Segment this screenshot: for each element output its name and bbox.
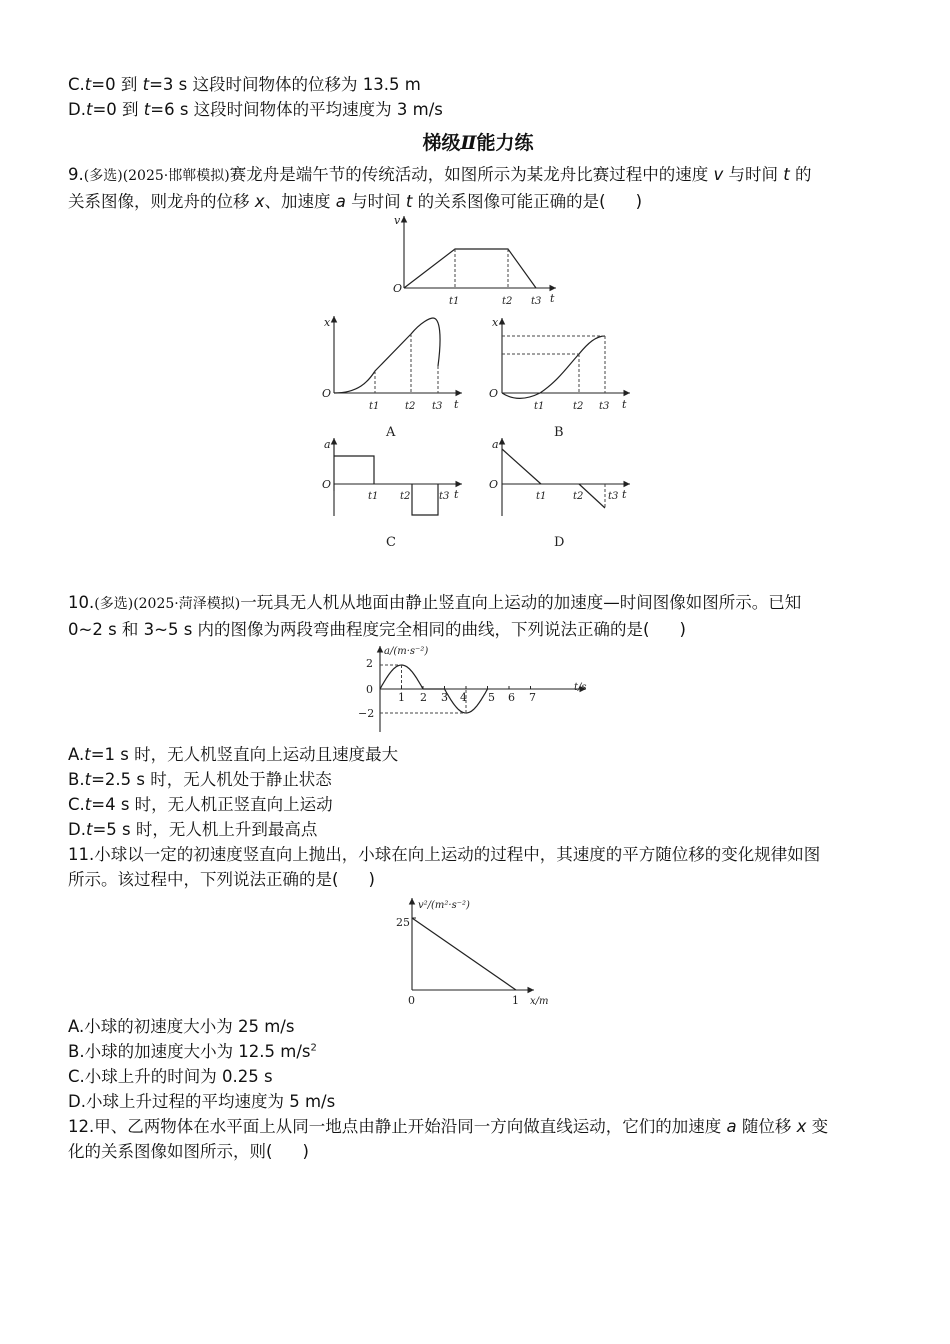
- var-v: v: [713, 165, 724, 184]
- option-letter: C.: [68, 75, 85, 94]
- var-t: t: [142, 75, 150, 94]
- var-a: a: [335, 192, 346, 211]
- vt-tick-t2: t2: [502, 296, 513, 307]
- q12-stem-line1: [68, 1114, 888, 1139]
- q10-y-tick-neg2: −2: [358, 707, 375, 720]
- question-source: (2025·邯郸模拟): [122, 168, 230, 184]
- var-t: t: [85, 820, 93, 839]
- q10-x-tick-5: 5: [488, 691, 495, 704]
- q11-x-label: x/m: [530, 996, 549, 1007]
- page: [68, 72, 888, 1164]
- q10-stem-line2: [68, 617, 888, 642]
- option-letter: C.: [68, 795, 85, 814]
- question-text: 随位移: [736, 1117, 797, 1136]
- option-text: C.小球上升的时间为 0.25 s: [68, 1067, 273, 1086]
- option-text: A.小球的初速度大小为 25 m/s: [68, 1017, 295, 1036]
- question-text: ): [302, 1142, 309, 1161]
- var-a: a: [726, 1117, 737, 1136]
- q10-x-label: t/s: [574, 682, 587, 693]
- graph-d-label: D: [554, 535, 565, 550]
- q9-stem-line2: [68, 189, 888, 214]
- graph-a-x-label: t: [454, 398, 459, 411]
- var-x: x: [254, 192, 265, 211]
- q11-option-b: [68, 1039, 888, 1064]
- graph-c-tick-t2: t2: [400, 491, 411, 502]
- q10-x-tick-1: 1: [398, 691, 405, 704]
- graph-b-tick-t1: t1: [534, 401, 545, 412]
- question-number: 11.: [68, 845, 95, 864]
- graph-c: [322, 438, 462, 550]
- q11-x-tick-0: 0: [408, 994, 415, 1007]
- superscript: 2: [310, 1042, 317, 1054]
- question-text: 与时间: [723, 165, 784, 184]
- q11-y-tick-25: 25: [396, 916, 410, 929]
- q11-data-line: [412, 918, 516, 990]
- question-text: 变: [806, 1117, 829, 1136]
- graph-b-x-label: t: [622, 398, 627, 411]
- option-text: =0 到: [91, 75, 143, 94]
- var-t: t: [783, 165, 790, 184]
- q10-option-b: [68, 767, 888, 792]
- question-text: ): [635, 192, 642, 211]
- question-text: 、加速度: [264, 192, 336, 211]
- graph-b-label: B: [554, 425, 564, 440]
- q9-figure: [68, 216, 888, 576]
- graph-a: [322, 316, 462, 440]
- graph-d-x-label: t: [622, 488, 627, 501]
- q10-y-tick-2: 2: [366, 657, 373, 670]
- q11-y-label: v²/(m²·s⁻²): [418, 900, 470, 911]
- graph-d: [489, 438, 630, 550]
- q10-option-c: [68, 792, 888, 817]
- option-letter: A.: [68, 745, 85, 764]
- option-c-prev: [68, 72, 888, 97]
- var-t: t: [405, 192, 413, 211]
- graph-c-tick-t1: t1: [368, 491, 379, 502]
- graph-b: [489, 316, 630, 440]
- var-t: t: [84, 745, 91, 764]
- graph-b-curve: [502, 336, 605, 398]
- graph-b-origin: O: [489, 387, 499, 400]
- option-letter: B.: [68, 770, 85, 789]
- graph-b-y-label: x: [492, 316, 499, 329]
- graph-a-label: A: [386, 425, 396, 440]
- option-letter: D.: [68, 820, 86, 839]
- question-number: 10.: [68, 593, 95, 612]
- graph-d-positive-line: [502, 449, 541, 484]
- var-t: t: [143, 100, 151, 119]
- graph-d-tick-t1: t1: [536, 491, 547, 502]
- question-text: 所示。该过程中，下列说法正确的是(: [68, 870, 339, 889]
- option-text: B.小球的加速度大小为 12.5 m/s: [68, 1042, 311, 1061]
- graph-a-y-label: x: [324, 316, 331, 329]
- question-text: ): [679, 620, 686, 639]
- question-text: 化的关系图像如图所示，则(: [68, 1142, 273, 1161]
- question-text: 甲、乙两物体在水平面上从同一地点由静止开始沿同一方向做直线运动，它们的加速度: [94, 1117, 727, 1136]
- question-text: 与时间: [345, 192, 406, 211]
- q10-y-tick-0: 0: [366, 683, 373, 696]
- q10-chart: [68, 644, 888, 736]
- graph-d-origin: O: [489, 478, 499, 491]
- graph-c-positive-segment: [334, 456, 374, 484]
- q11-x-tick-1: 1: [512, 994, 519, 1007]
- option-text: =5 s 时，无人机上升到最高点: [92, 820, 318, 839]
- q10-x-tick-6: 6: [508, 691, 515, 704]
- graph-a-tick-t1: t1: [369, 401, 380, 412]
- section-title: [68, 128, 888, 158]
- question-text: 小球以一定的初速度竖直向上抛出，小球在向上运动的过程中，其速度的平方随位移的变化规律如图: [94, 845, 821, 864]
- graph-a-tick-t2: t2: [405, 401, 416, 412]
- q11-option-a: [68, 1014, 888, 1039]
- option-text: =6 s 这段时间物体的平均速度为 3 m/s: [150, 100, 443, 119]
- graph-b-tick-t3: t3: [599, 401, 610, 412]
- q10-stem-line1: [68, 590, 888, 617]
- vt-x-label: t: [550, 292, 555, 305]
- question-text: 的关系图像可能正确的是(: [412, 192, 606, 211]
- var-x: x: [796, 1117, 807, 1136]
- vt-graph: [393, 216, 556, 307]
- vt-tick-t3: t3: [531, 296, 542, 307]
- graph-a-origin: O: [322, 387, 332, 400]
- vt-tick-t1: t1: [449, 296, 460, 307]
- question-text: 关系图像，则龙舟的位移: [68, 192, 255, 211]
- vt-y-label: v: [394, 216, 401, 227]
- option-text: =2.5 s 时，无人机处于静止状态: [91, 770, 332, 789]
- graph-b-tick-t2: t2: [573, 401, 584, 412]
- q12-stem-line2: [68, 1139, 888, 1164]
- question-text: ): [368, 870, 375, 889]
- q10-x-tick-7: 7: [529, 691, 536, 704]
- q10-y-label: a/(m·s⁻²): [384, 646, 429, 657]
- graph-a-tick-t3: t3: [432, 401, 443, 412]
- section-title-pre: 梯级: [422, 132, 461, 154]
- section-title-post: 能力练: [476, 132, 534, 154]
- question-tag: (多选): [83, 168, 123, 184]
- var-t: t: [84, 75, 92, 94]
- graph-c-origin: O: [322, 478, 332, 491]
- section-title-roman: Ⅱ: [460, 132, 477, 154]
- var-t: t: [85, 100, 93, 119]
- q9-stem-line1: [68, 162, 888, 189]
- option-text: =0 到: [92, 100, 144, 119]
- q10-option-a: [68, 742, 888, 767]
- question-text: 一玩具无人机从地面由静止竖直向上运动的加速度—时间图像如图所示。已知: [240, 593, 802, 612]
- option-text: =3 s 这段时间物体的位移为 13.5 m: [149, 75, 421, 94]
- vt-curve: [404, 249, 536, 288]
- q11-stem-line1: [68, 842, 888, 867]
- question-number: 9.: [68, 165, 84, 184]
- q11-option-c: [68, 1064, 888, 1089]
- option-d-prev: [68, 97, 888, 122]
- graph-c-negative-segment: [412, 484, 438, 515]
- question-text: 赛龙舟是端午节的传统活动，如图所示为某龙舟比赛过程中的速度: [229, 165, 714, 184]
- q10-x-tick-2: 2: [420, 691, 427, 704]
- graph-c-tick-t3: t3: [439, 491, 450, 502]
- graph-a-curve: [334, 318, 440, 393]
- graph-d-tick-t3: t3: [608, 491, 619, 502]
- var-t: t: [84, 770, 92, 789]
- question-source: (2025·菏泽模拟): [133, 596, 241, 612]
- option-text: =4 s 时，无人机正竖直向上运动: [91, 795, 333, 814]
- option-text: D.小球上升过程的平均速度为 5 m/s: [68, 1092, 336, 1111]
- q11-option-d: [68, 1089, 888, 1114]
- var-t: t: [84, 795, 92, 814]
- graph-d-tick-t2: t2: [573, 491, 584, 502]
- question-text: 0~2 s 和 3~5 s 内的图像为两段弯曲程度完全相同的曲线，下列说法正确的是(: [68, 620, 650, 639]
- option-text: =1 s 时，无人机竖直向上运动且速度最大: [90, 745, 399, 764]
- q10-x-tick-4: 4: [460, 691, 467, 704]
- graph-c-label: C: [386, 535, 396, 550]
- graph-c-x-label: t: [454, 488, 459, 501]
- q10-option-d: [68, 817, 888, 842]
- q11-stem-line2: [68, 867, 888, 892]
- q10-x-tick-3: 3: [441, 691, 448, 704]
- question-text: 的: [789, 165, 812, 184]
- option-letter: D.: [68, 100, 86, 119]
- graph-d-y-label: a: [492, 438, 499, 451]
- question-tag: (多选): [94, 596, 134, 612]
- graph-c-y-label: a: [324, 438, 331, 451]
- vt-origin: O: [393, 282, 403, 295]
- question-number: 12.: [68, 1117, 95, 1136]
- q11-chart: [68, 894, 888, 1010]
